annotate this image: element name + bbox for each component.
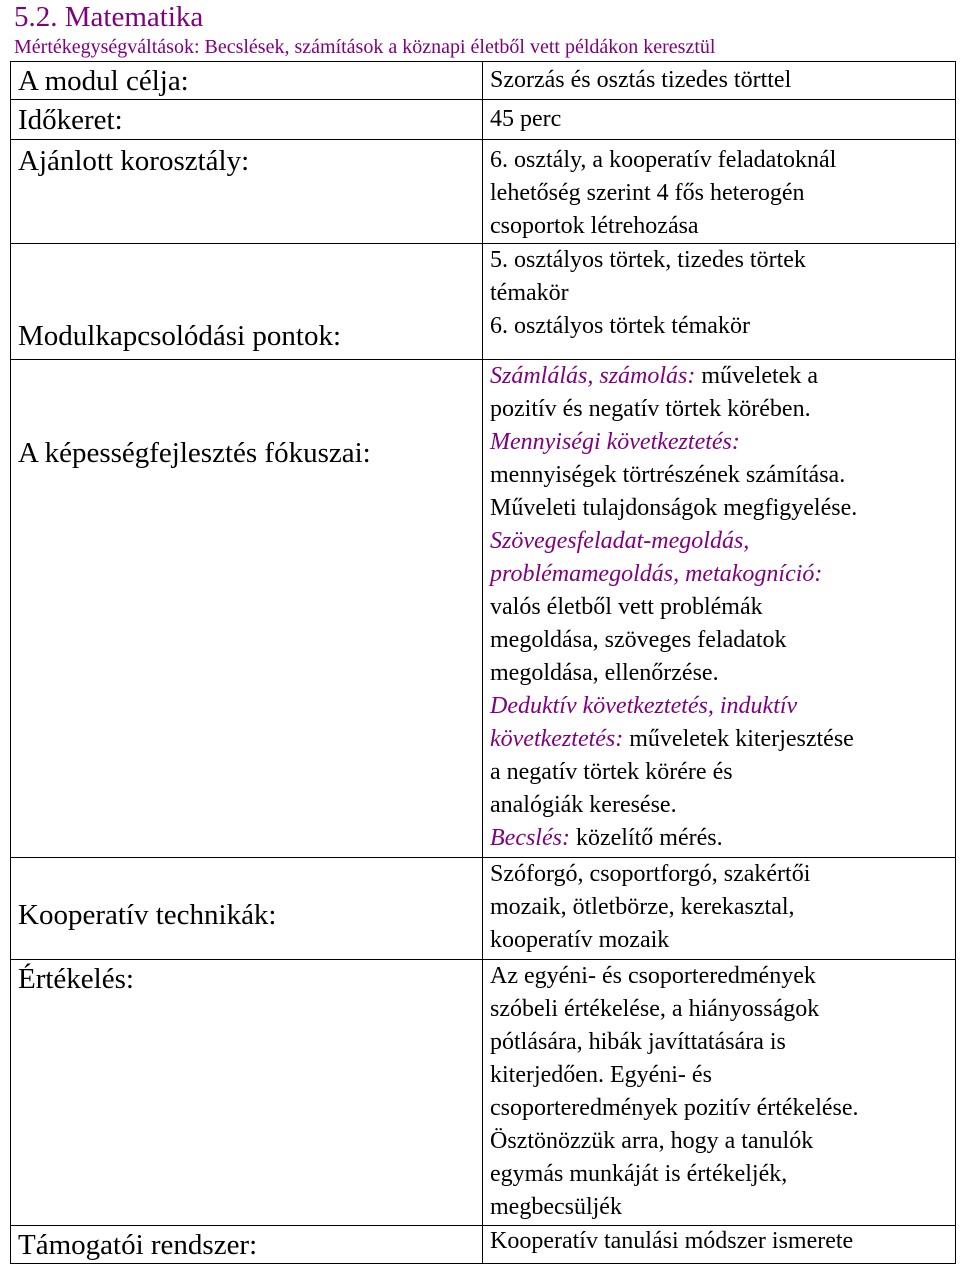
- row-label: A képességfejlesztés fókuszai:: [18, 437, 371, 469]
- row-label: Modulkapcsolódási pontok:: [18, 320, 342, 352]
- table-row-kapcsolodas: [10, 243, 956, 359]
- value-text: műveletek a: [695, 363, 818, 389]
- value-line: megoldása, ellenőrzése.: [490, 660, 719, 686]
- value-line: mozaik, ötletbörze, kerekasztal,: [490, 894, 795, 920]
- table-row-tamogatoi: [10, 1225, 956, 1264]
- value-line: kooperatív mozaik: [490, 927, 670, 953]
- module-table: [10, 61, 956, 1264]
- value-line: mennyiségek törtrészének számítása.: [490, 462, 846, 488]
- focus-heading: problémamegoldás, metakogníció:: [490, 561, 823, 587]
- row-label: Kooperatív technikák:: [18, 899, 277, 931]
- value-line: Ösztönözzük arra, hogy a tanulók: [490, 1128, 814, 1154]
- row-value: Kooperatív tanulási módszer ismerete: [490, 1228, 854, 1254]
- value-text: műveletek kiterjesztése: [623, 726, 854, 752]
- focus-heading: következtetés:: [490, 726, 624, 752]
- table-row-ertekeles: [10, 959, 956, 1225]
- row-value: [490, 360, 857, 855]
- focus-heading: Számlálás, számolás:: [490, 363, 696, 389]
- focus-heading: Becslés:: [490, 825, 570, 851]
- row-label: A modul célja:: [18, 65, 189, 97]
- row-value: 45 perc: [490, 106, 562, 132]
- value-line: 6. osztályos törtek témakör: [490, 313, 750, 339]
- page-subtitle: Mértékegységváltások: Becslések, számítások a köznapi életből vett példákon keresztül: [14, 36, 716, 58]
- page-title: 5.2. Matematika: [14, 1, 204, 33]
- row-label: Értékelés:: [18, 963, 134, 995]
- value-line: Szóforgó, csoportforgó, szakértői: [490, 861, 811, 887]
- value-line: valós életből vett problémák: [490, 594, 763, 620]
- value-line: egymás munkáját is értékeljék,: [490, 1161, 788, 1187]
- value-line: pozitív és negatív törtek körében.: [490, 396, 811, 422]
- row-label: Támogatói rendszer:: [18, 1229, 258, 1261]
- value-line: csoporteredmények pozitív értékelése.: [490, 1095, 859, 1121]
- value-line: analógiák keresése.: [490, 792, 677, 818]
- value-line: Az egyéni- és csoporteredmények: [490, 963, 816, 989]
- value-line: a negatív törtek körére és: [490, 759, 733, 785]
- value-line: 6. osztály, a kooperatív feladatoknál: [490, 147, 837, 173]
- value-line: megoldása, szöveges feladatok: [490, 627, 787, 653]
- row-label: Időkeret:: [18, 104, 123, 136]
- focus-heading: Mennyiségi következtetés:: [490, 429, 740, 455]
- value-line: témakör: [490, 280, 569, 306]
- row-label: Ajánlott korosztály:: [18, 145, 250, 177]
- value-line: kiterjedően. Egyéni- és: [490, 1062, 712, 1088]
- value-line: lehetőség szerint 4 fős heterogén: [490, 180, 805, 206]
- table-row-fokusz: [10, 359, 956, 857]
- value-line: pótlására, hibák javíttatására is: [490, 1029, 786, 1055]
- table-row-korosztaly: [10, 139, 956, 243]
- focus-heading: Szövegesfeladat-megoldás,: [490, 528, 750, 554]
- row-value: [490, 960, 859, 1224]
- value-line: megbecsüljék: [490, 1194, 622, 1220]
- value-line: szóbeli értékelése, a hiányosságok: [490, 996, 820, 1022]
- value-line: Műveleti tulajdonságok megfigyelése.: [490, 495, 858, 521]
- focus-heading: Deduktív következtetés, induktív: [490, 693, 798, 719]
- value-line: 5. osztályos törtek, tizedes törtek: [490, 247, 806, 273]
- row-value: [490, 858, 810, 957]
- row-value: [490, 244, 806, 343]
- value-text: közelítő mérés.: [569, 825, 723, 851]
- table-row-technikak: [10, 857, 956, 959]
- table-row-idokeret: [10, 99, 956, 139]
- row-value: [490, 144, 836, 243]
- table-row-cel: [10, 61, 956, 99]
- value-line: csoportok létrehozása: [490, 213, 699, 239]
- row-value: Szorzás és osztás tizedes törttel: [490, 67, 792, 93]
